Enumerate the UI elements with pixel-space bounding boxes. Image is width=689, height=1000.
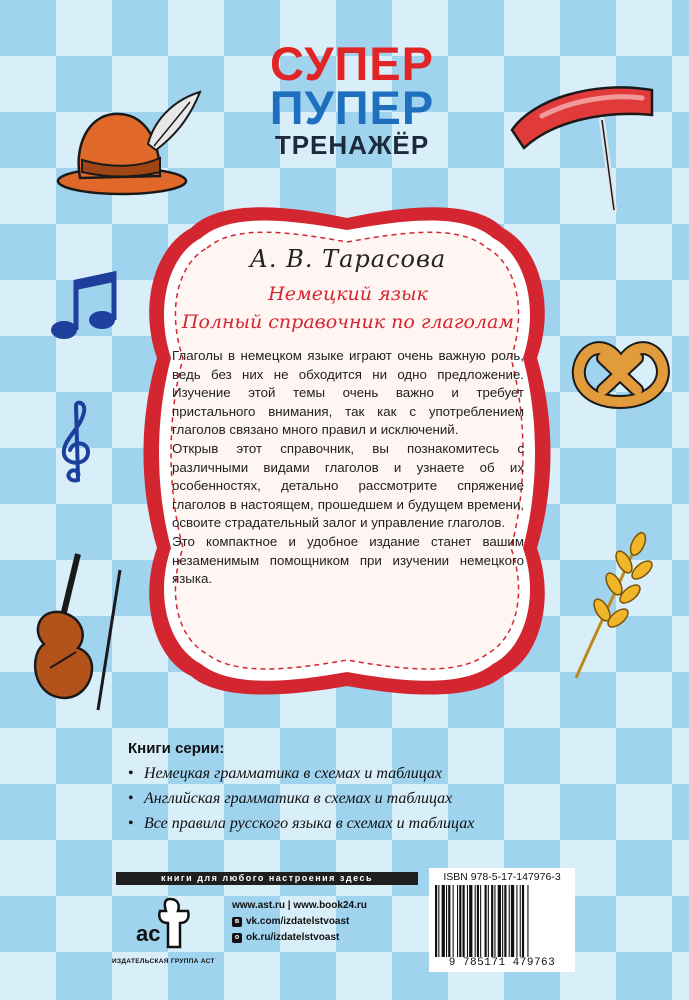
barcode-bar (498, 885, 501, 957)
series-heading: Книги серии: (128, 740, 225, 757)
ok-label: ok.ru/izdatelstvoast (246, 932, 340, 943)
barcode-bar (477, 885, 479, 957)
series-item-label: Английская грамматика в схемах и таблицах (144, 790, 453, 807)
ok-link[interactable] (232, 930, 367, 946)
barcode-bar (457, 885, 458, 957)
book-info (172, 245, 524, 589)
series-list (128, 740, 648, 836)
tagline-bar: книги для любого настроения здесь (116, 872, 418, 885)
bullet-icon: • (128, 815, 134, 832)
barcode-bar (504, 885, 506, 957)
barcode-bar (438, 885, 439, 957)
barcode-bar (527, 885, 528, 957)
websites-link[interactable]: www.ast.ru | www.book24.ru (232, 900, 367, 911)
barcode-digits: 9 785171 479763 (448, 957, 556, 969)
barcode-bar (520, 885, 521, 957)
barcode-bar (475, 885, 476, 957)
barcode-bar (435, 885, 437, 957)
isbn-text: ISBN 978-5-17-147976-3 (443, 871, 561, 883)
music-note-icon (48, 268, 118, 348)
book-title-line2: Полный справочник по глаголам (181, 311, 515, 333)
series-logo (222, 37, 482, 160)
barcode-bar (469, 885, 472, 957)
barcode-bar (459, 885, 461, 957)
barcode-bar (442, 885, 445, 957)
list-item (128, 786, 648, 811)
list-item (128, 761, 648, 786)
vk-label: vk.com/izdatelstvoast (246, 916, 350, 927)
description-paragraph: Это компактное и удобное издание станет вашим незаменимым помощником при изучении немецкого языка. (172, 533, 524, 587)
barcode-bar (463, 885, 465, 957)
barcode-bar (485, 885, 487, 957)
barcode-bar (488, 885, 489, 957)
barcode-bar (448, 885, 450, 957)
series-logo-line3: ТРЕНАЖЁР (274, 130, 430, 160)
barcode-bar (522, 885, 524, 957)
barcode-bar (511, 885, 514, 957)
barcode-bar (516, 885, 517, 957)
book-title-line1: Немецкий язык (268, 283, 428, 305)
barcode-bar (480, 885, 481, 957)
description-paragraph: Глаголы в немецком языке играют очень важную роль, ведь без них не обходится ни одно предложение. Изучение этой темы очень важно и требует пристального внимания, так как с употреблением глаголов связано много правил и исключений. (172, 348, 524, 438)
bullet-icon: • (128, 790, 134, 807)
description (172, 347, 524, 589)
treble-clef-icon (56, 400, 98, 486)
vk-link[interactable] (232, 914, 367, 930)
barcode-bar (446, 885, 447, 957)
barcode-bar (502, 885, 503, 957)
violin-icon (22, 540, 132, 715)
svg-text:ac: ac (136, 921, 161, 946)
publisher-links (232, 898, 367, 946)
barcode-bar (509, 885, 510, 957)
vk-icon: в (232, 917, 242, 927)
ast-logo (134, 897, 190, 949)
ok-icon: о (232, 933, 242, 943)
barcode-bar (453, 885, 454, 957)
barcode (429, 868, 575, 972)
bullet-icon: • (128, 765, 134, 782)
barcode-bar (491, 885, 493, 957)
series-logo-line2: ПУПЕР (269, 81, 435, 134)
series-item-label: Немецкая грамматика в схемах и таблицах (144, 765, 443, 782)
author-name: А. В. Тарасова (249, 245, 447, 273)
series-item-label: Все правила русского языка в схемах и таблицах (144, 815, 475, 832)
wheat-icon (566, 522, 656, 682)
series-logo-line1: СУПЕР (269, 37, 435, 90)
barcode-bar (467, 885, 468, 957)
description-paragraph: Открыв этот справочник, вы познакомитесь с различными видами глаголов и узнаете об их особенностях, детально рассмотрите спряжение глаголов в настоящем, прошедшем и будущем времени, освоите страдательный залог и управление глаголов. (172, 440, 524, 531)
barcode-bar (494, 885, 495, 957)
hat-icon (52, 86, 202, 198)
pretzel-icon (565, 322, 675, 412)
publisher-name: ИЗДАТЕЛЬСКАЯ ГРУППА АСТ (112, 958, 215, 965)
list-item (128, 811, 648, 836)
barcode-bars (435, 885, 569, 957)
